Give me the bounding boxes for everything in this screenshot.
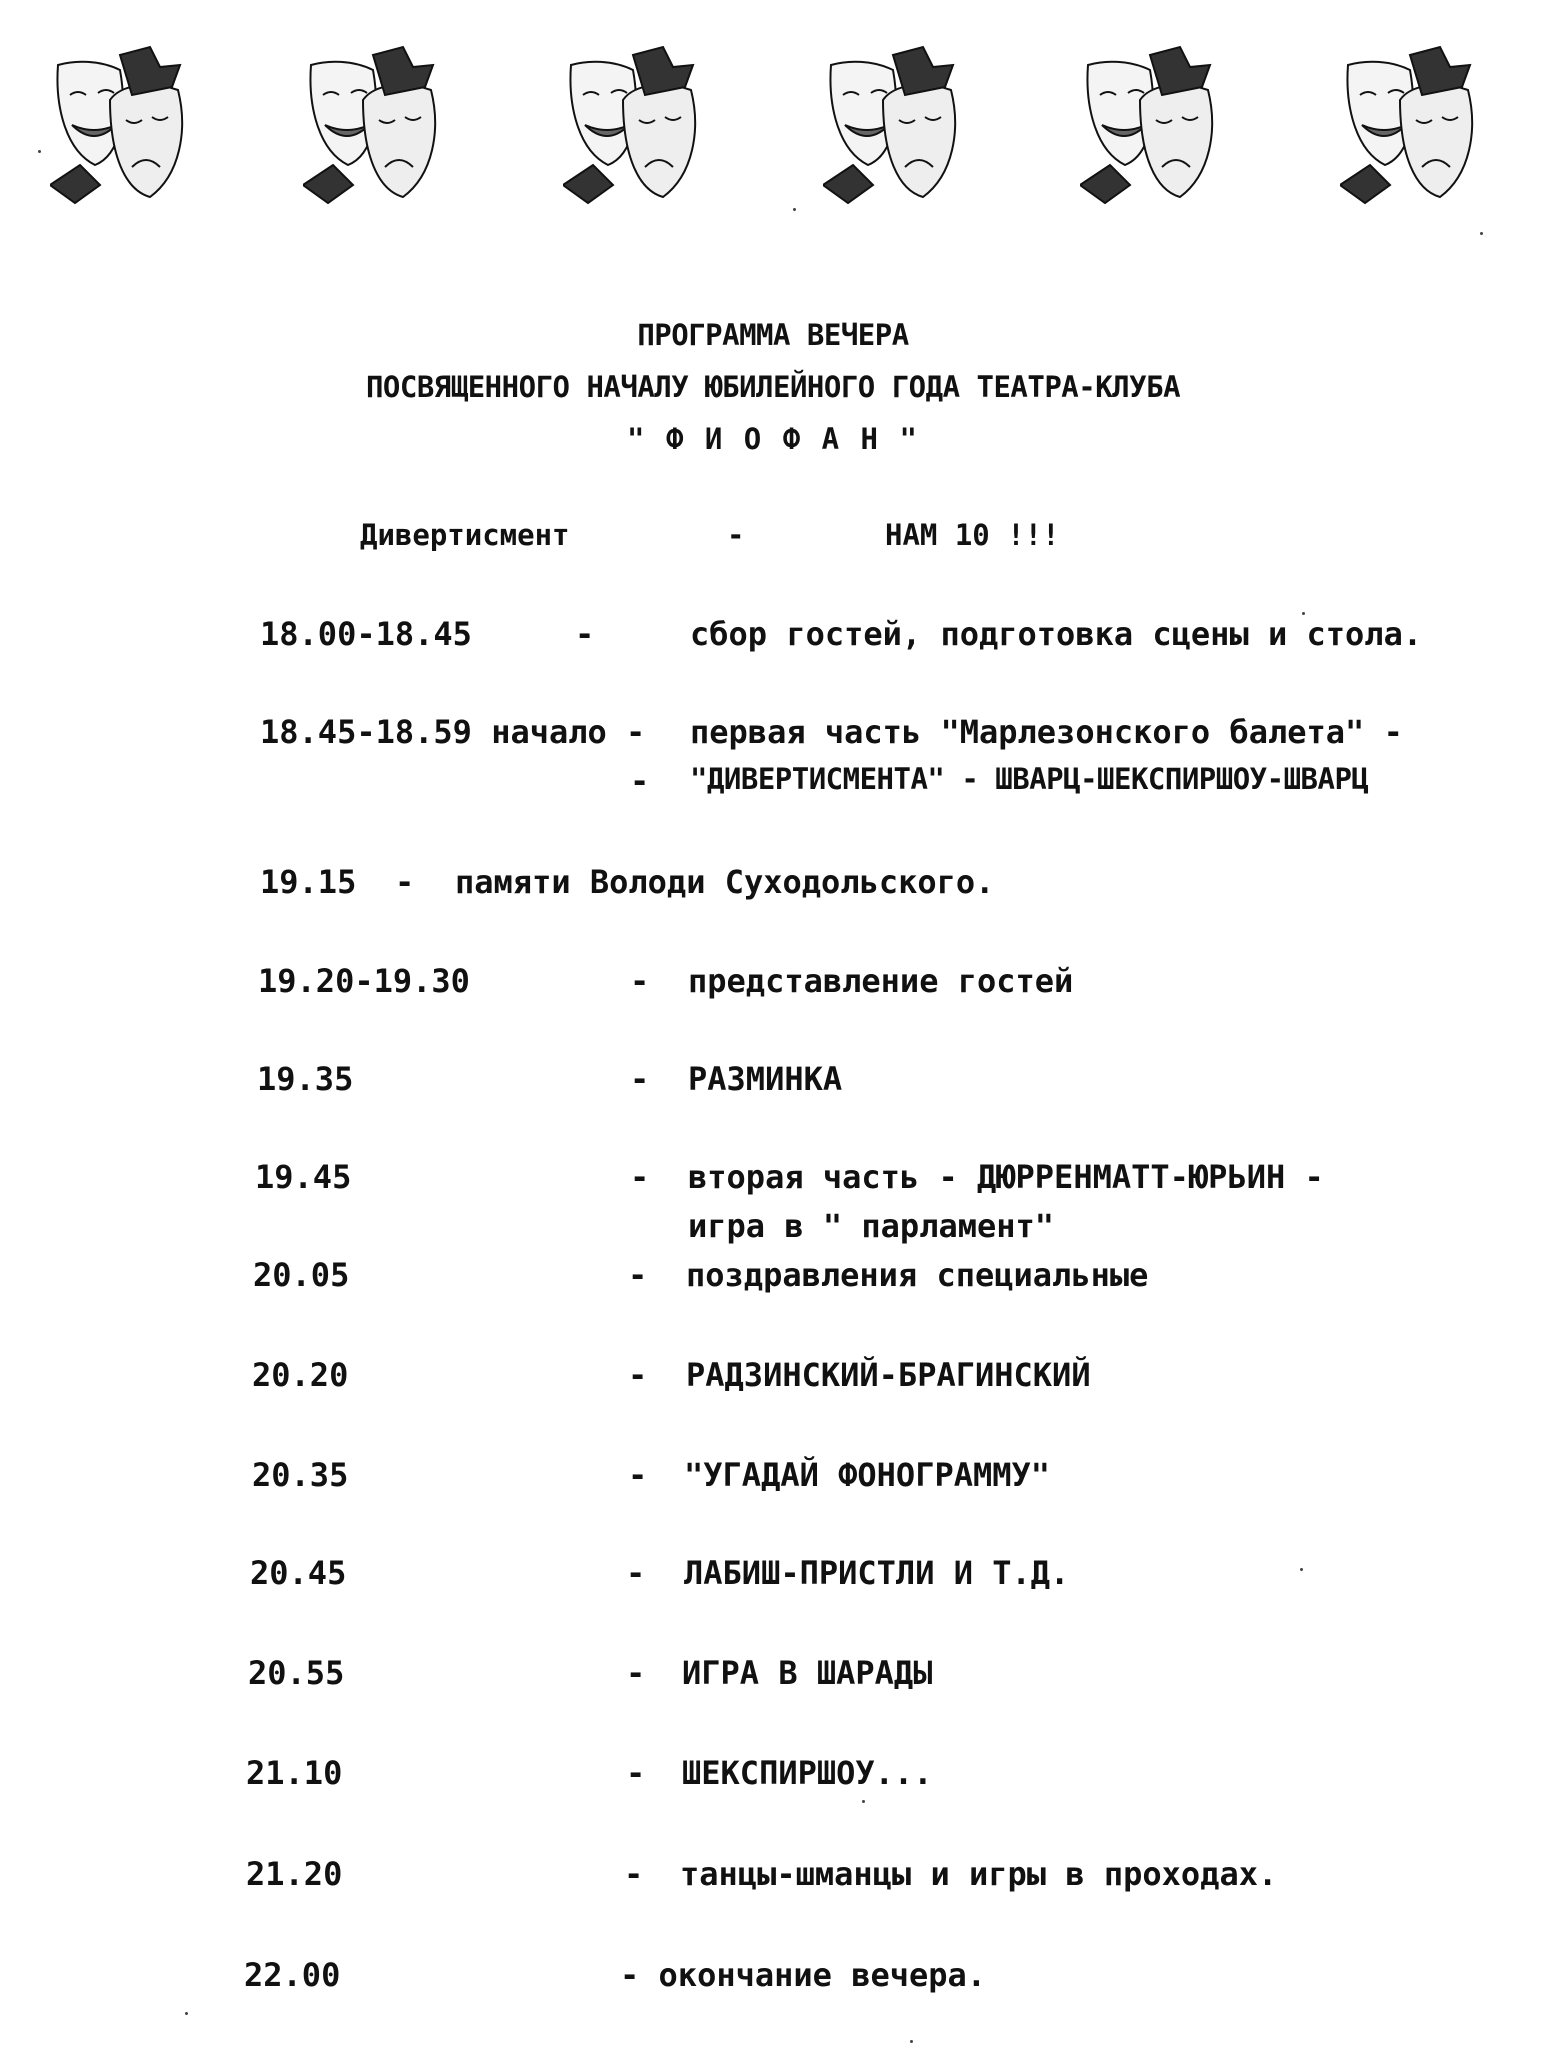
theatre-masks-icon	[303, 45, 443, 210]
schedule-item: представление гостей	[688, 962, 1074, 1000]
scan-speck	[185, 2012, 188, 2015]
schedule-dash: -	[630, 1060, 650, 1098]
scan-speck	[862, 1800, 865, 1803]
schedule-time: 20.35	[252, 1456, 349, 1494]
schedule-item: игра в " парламент"	[688, 1207, 1055, 1245]
schedule-time: 18.00-18.45	[260, 615, 472, 653]
schedule-dash: -	[624, 1855, 644, 1893]
program-dedication: ПОСВЯЩЕННОГО НАЧАЛУ ЮБИЛЕЙНОГО ГОДА ТЕАТРА-КЛУБА	[365, 370, 1181, 404]
schedule-item: вторая часть - ДЮРРЕНМАТТ-ЮРЬИН -	[688, 1158, 1324, 1196]
schedule-dash: -	[626, 1654, 646, 1692]
scan-speck	[910, 2040, 913, 2043]
schedule-time: 19.35	[257, 1060, 354, 1098]
subtitle-right: НАМ 10 !!!	[885, 518, 1060, 552]
schedule-dash: -	[630, 962, 650, 1000]
schedule-item: поздравления специальные	[686, 1256, 1149, 1294]
theatre-masks-icon	[563, 45, 703, 210]
schedule-item: "ДИВЕРТИСМЕНТА" - ШВАРЦ-ШЕКСПИРШОУ-ШВАРЦ	[690, 762, 1369, 796]
schedule-dash: -	[575, 615, 595, 653]
theatre-masks-icon	[823, 45, 963, 210]
scan-speck	[38, 150, 41, 153]
schedule-dash: -	[628, 1256, 648, 1294]
schedule-time: 21.20	[246, 1855, 343, 1893]
schedule-item: РАДЗИНСКИЙ-БРАГИНСКИЙ	[686, 1356, 1091, 1394]
scan-speck	[1480, 232, 1483, 235]
subtitle-left: Дивертисмент	[360, 518, 570, 552]
scan-speck	[1302, 612, 1305, 615]
scan-speck	[1300, 1568, 1303, 1571]
schedule-item: ИГРА В ШАРАДЫ	[682, 1654, 933, 1692]
theatre-masks-icon	[1340, 45, 1480, 210]
masks-row	[50, 45, 1490, 215]
schedule-dash: -	[395, 863, 415, 901]
scan-speck	[793, 208, 796, 211]
schedule-dash: -	[628, 1456, 648, 1494]
schedule-time: 22.00	[244, 1956, 341, 1994]
schedule-item: - окончание вечера.	[620, 1956, 987, 1994]
schedule-dash: -	[628, 1356, 648, 1394]
schedule-item: сбор гостей, подготовка сцены и стола.	[690, 615, 1423, 653]
schedule-time: 20.55	[248, 1654, 345, 1692]
schedule-time: 21.10	[246, 1754, 343, 1792]
schedule-item: танцы-шманцы и игры в проходах.	[680, 1855, 1278, 1893]
club-name: " Ф И О Ф А Н "	[627, 422, 919, 456]
theatre-masks-icon	[1080, 45, 1220, 210]
schedule-item: ШЕКСПИРШОУ...	[682, 1754, 933, 1792]
schedule-time: 20.05	[253, 1256, 350, 1294]
program-title: ПРОГРАММА ВЕЧЕРА	[637, 318, 909, 352]
theatre-masks-icon	[50, 45, 190, 210]
schedule-time: 20.20	[252, 1356, 349, 1394]
schedule-item: ЛАБИШ-ПРИСТЛИ И Т.Д.	[684, 1554, 1070, 1592]
schedule-dash: -	[630, 1158, 650, 1196]
schedule-time: 18.45-18.59 начало -	[260, 713, 646, 751]
schedule-time: 19.45	[255, 1158, 352, 1196]
schedule-item: РАЗМИНКА	[688, 1060, 843, 1098]
subtitle-dash: -	[727, 518, 745, 552]
schedule-item: памяти Володи Суходольского.	[455, 863, 995, 901]
schedule-dash: -	[626, 1554, 646, 1592]
schedule-item: первая часть "Марлезонского балета" -	[690, 713, 1403, 751]
schedule-dash: -	[630, 762, 650, 800]
schedule-time: 19.15	[260, 863, 357, 901]
schedule-item: "УГАДАЙ ФОНОГРАММУ"	[684, 1456, 1051, 1494]
schedule-time: 19.20-19.30	[258, 962, 470, 1000]
schedule-dash: -	[626, 1754, 646, 1792]
schedule-time: 20.45	[250, 1554, 347, 1592]
